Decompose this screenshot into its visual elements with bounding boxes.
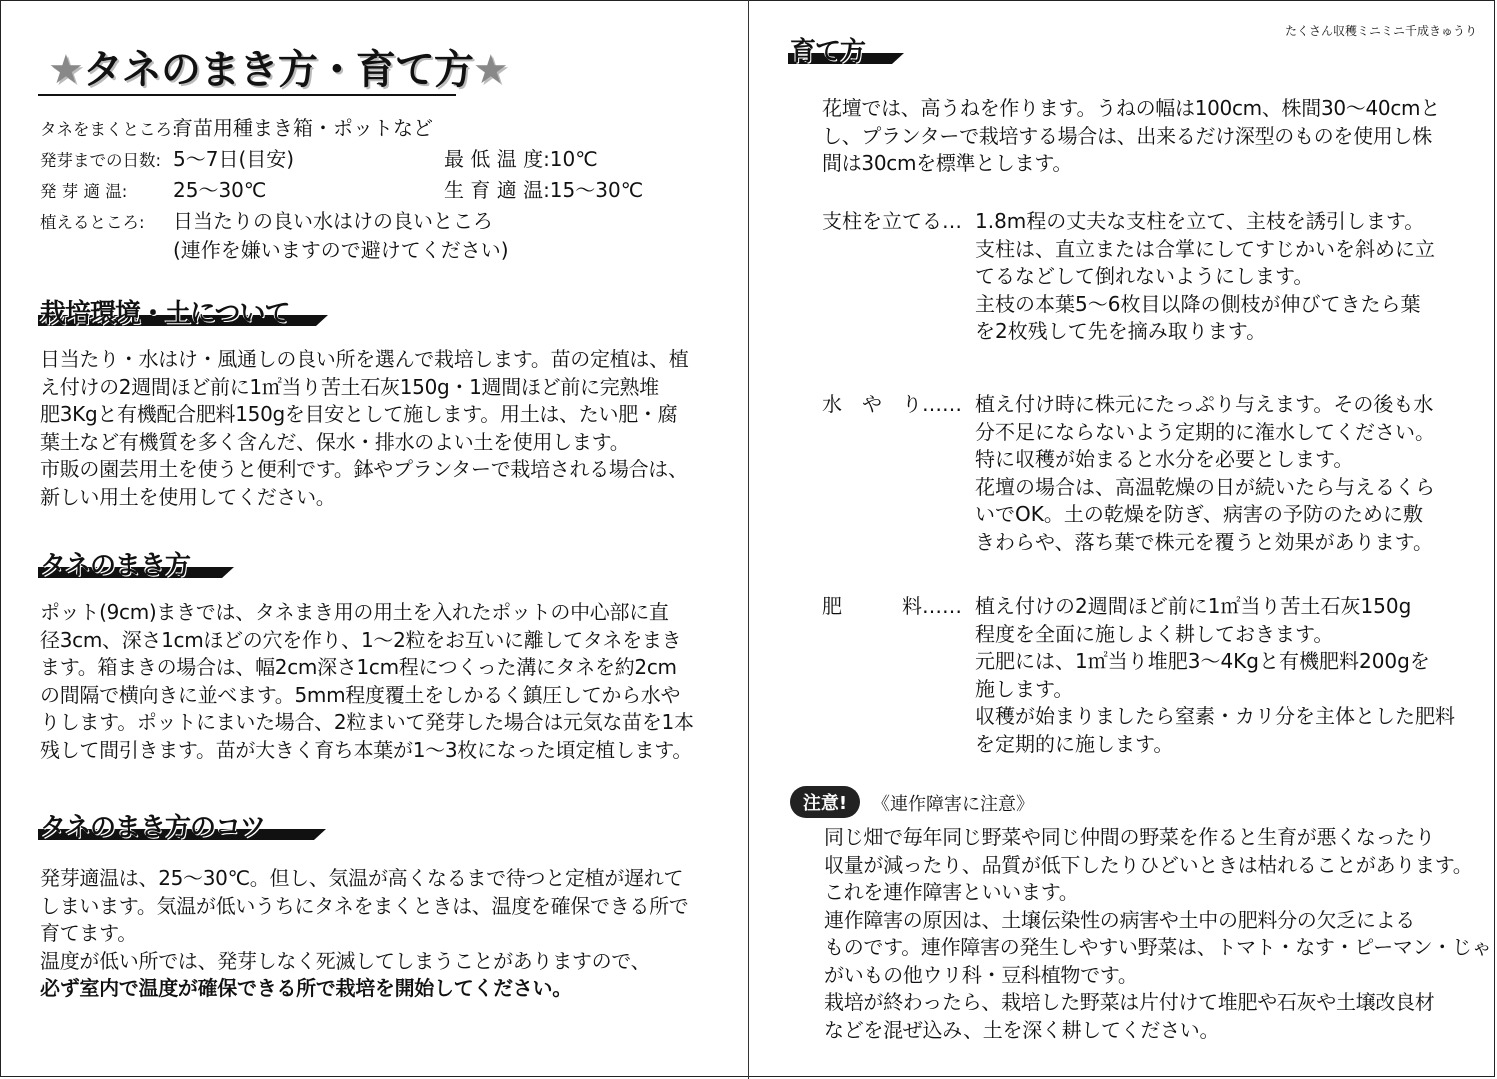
heading-text: 栽培環境・土について: [40, 298, 290, 329]
water-item: [822, 391, 1462, 561]
text-line: 元肥には、1㎡当り堆肥3〜4Kgと有機肥料200gを: [975, 649, 1430, 673]
info-row: [40, 113, 433, 145]
text-line: 収穫が始まりましたら窒素・カリ分を主体とした肥料: [975, 704, 1455, 728]
info-label: タネをまくところ:: [40, 120, 178, 139]
section-heading-sowing: [38, 546, 238, 580]
sowing-paragraph: [40, 599, 694, 764]
info-value: 育苗用種まき箱・ポットなど: [173, 116, 433, 140]
heading-text: タネのまき方: [40, 550, 191, 581]
support-item: [822, 208, 1462, 348]
text-line: ものです。連作障害の発生しやすい野菜は、トマト・なす・ピーマン・じゃ: [824, 935, 1492, 959]
heading-text: 育て方: [790, 36, 866, 67]
info-extra: 最 低 温 度:10℃: [444, 147, 598, 171]
main-title: [48, 38, 508, 95]
text-line: 特に収穫が始まると水分を必要とします。: [975, 447, 1354, 471]
text-line: がいもの他ウリ科・豆科植物です。: [824, 962, 1138, 987]
text-line: 分不足にならないよう定期的に潅水してください。: [975, 419, 1435, 444]
item-label: 水 や り……: [822, 392, 962, 416]
text-line: 葉土など有機質を多く含んだ、保水・排水のよい土を使用します。: [40, 429, 630, 454]
text-line: いでOK。土の乾燥を防ぎ、病害の予防のために敷: [975, 502, 1424, 526]
text-line: 発芽適温は、25〜30℃。但し、気温が高くなるまで待つと定植が遅れて: [40, 866, 684, 890]
section-heading-growing: [788, 32, 906, 66]
text-line: 連作障害の原因は、土壌伝染性の病害や土中の肥料分の欠乏による: [824, 907, 1415, 932]
text-line: を定期的に施します。: [975, 731, 1174, 756]
text-line: 残して間引きます。苗が大きく育ち本葉が1〜3枚になった頃定植します。: [40, 737, 693, 762]
text-line: 新しい用土を使用してください。: [40, 484, 336, 509]
text-line: 施します。: [975, 676, 1074, 701]
text-line: 植え付け時に株元にたっぷり与えます。その後も水: [975, 392, 1434, 416]
info-extra: 生 育 適 温:15〜30℃: [444, 178, 644, 202]
text-line: きわらや、落ち葉で株元を覆うと効果があります。: [975, 529, 1433, 554]
caution-badge: 注意!: [790, 786, 860, 818]
text-line: これを連作障害といいます。: [824, 880, 1079, 904]
text-line: 花壇では、高うねを作ります。うねの幅は100cm、株間30〜40cmと: [822, 96, 1440, 120]
center-fold: [748, 0, 749, 1079]
text-line: 花壇の場合は、高温乾燥の日が続いたら与えるくら: [975, 474, 1435, 499]
star-icon: ★: [472, 47, 508, 93]
caution-paragraph: [824, 824, 1491, 1044]
info-row: [40, 175, 266, 207]
info-value: (連作を嫌いますので避けてください): [173, 238, 509, 262]
text-line: 日当たり・水はけ・風通しの良い所を選んで栽培します。苗の定植は、植: [40, 347, 689, 371]
text-line: の間隔で横向きに並べます。5mm程度覆土をしかるく鎮圧してから水や: [40, 682, 681, 707]
info-row: [40, 144, 294, 176]
text-line: 1.8m程の丈夫な支柱を立て、主枝を誘引します。: [975, 209, 1425, 233]
text-line: てるなどして倒れないようにします。: [975, 264, 1314, 288]
caution-title: 《連作障害に注意》: [872, 794, 1034, 815]
tips-paragraph: [40, 865, 689, 1003]
text-line: ます。箱まきの場合は、幅2cm深さ1cm程につくった溝にタネを約2cm: [40, 655, 677, 679]
info-row: [40, 235, 509, 266]
item-text: [975, 391, 1435, 556]
text-line: 植え付けの2週間ほど前に1㎡当り苦土石灰150g: [975, 594, 1412, 618]
title-underline: [38, 94, 456, 96]
text-line: ポット(9cm)まきでは、タネまき用の用土を入れたポットの中心部に直: [40, 600, 669, 624]
text-line: しまいます。気温が低いうちにタネをまくときは、温度を確保できる所で: [40, 893, 689, 918]
text-line: 収量が減ったり、品質が低下したりひどいときは枯れることがあります。: [824, 852, 1473, 877]
text-line: 育てます。: [40, 921, 137, 945]
info-label: 発 芽 適 温:: [40, 182, 128, 201]
main-title-text: タネのまき方・育て方: [82, 47, 473, 93]
info-row: [40, 206, 493, 238]
bold-note: 必ず室内で温度が確保できる所で栽培を開始してください。: [40, 976, 572, 1000]
fertilizer-item: [822, 593, 1462, 763]
item-text: [975, 593, 1455, 758]
text-line: りします。ポットにまいた場合、2粒まいて発芽した場合は元気な苗を1本: [40, 710, 694, 734]
info-label: 発芽までの日数:: [40, 151, 162, 170]
text-line: を2枚残して先を摘み取ります。: [975, 319, 1267, 343]
text-line: 径3cm、深さ1cmほどの穴を作り、1〜2粒をお互いに離してタネをまき: [40, 627, 682, 652]
growing-paragraph: [822, 95, 1440, 178]
text-line: え付けの2週間ほど前に1㎡当り苦土石灰150g・1週間ほど前に完熟堆: [40, 374, 659, 399]
info-value: 5〜7日(目安): [173, 147, 295, 171]
item-label: 肥 料……: [822, 594, 962, 618]
text-line: 程度を全面に施しよく耕しておきます。: [975, 621, 1334, 646]
info-value: 日当たりの良い水はけの良いところ: [173, 209, 493, 233]
text-line: 同じ畑で毎年同じ野菜や同じ仲間の野菜を作ると生育が悪くなったり: [824, 825, 1435, 849]
text-line: 栽培が終わったら、栽培した野菜は片付けて堆肥や石灰や土壌改良材: [824, 990, 1435, 1014]
item-text: [975, 208, 1435, 346]
heading-text: タネのまき方のコツ: [40, 812, 266, 843]
product-name: たくさん収穫ミニミニ千成きゅうり: [1284, 24, 1477, 38]
item-label: 支柱を立てる…: [822, 209, 962, 233]
text-line: 間は30cmを標準とします。: [822, 151, 1073, 175]
text-line: 肥3Kgと有機配合肥料150gを目安として施します。用土は、たい肥・腐: [40, 402, 678, 426]
star-icon: ★: [48, 47, 83, 93]
text-line: などを混ぜ込み、土を深く耕してください。: [824, 1017, 1220, 1042]
text-line: 主枝の本葉5〜6枚目以降の側枝が伸びてきたら葉: [975, 291, 1421, 316]
soil-paragraph: [40, 346, 689, 511]
section-heading-soil: [38, 294, 338, 328]
info-label: 植えるところ:: [40, 213, 145, 232]
text-line: し、プランターで栽培する場合は、出来るだけ深型のものを使用し株: [822, 123, 1432, 148]
text-line: 温度が低い所では、発芽しなく死滅してしまうことがありますので、: [40, 948, 651, 973]
text-line: 市販の園芸用土を使うと便利です。鉢やプランターで栽培される場合は、: [40, 457, 688, 481]
text-line: 支柱は、直立または合掌にしてすじかいを斜めに立: [975, 236, 1435, 261]
info-value: 25〜30℃: [173, 178, 267, 202]
section-heading-tips: [38, 808, 328, 842]
